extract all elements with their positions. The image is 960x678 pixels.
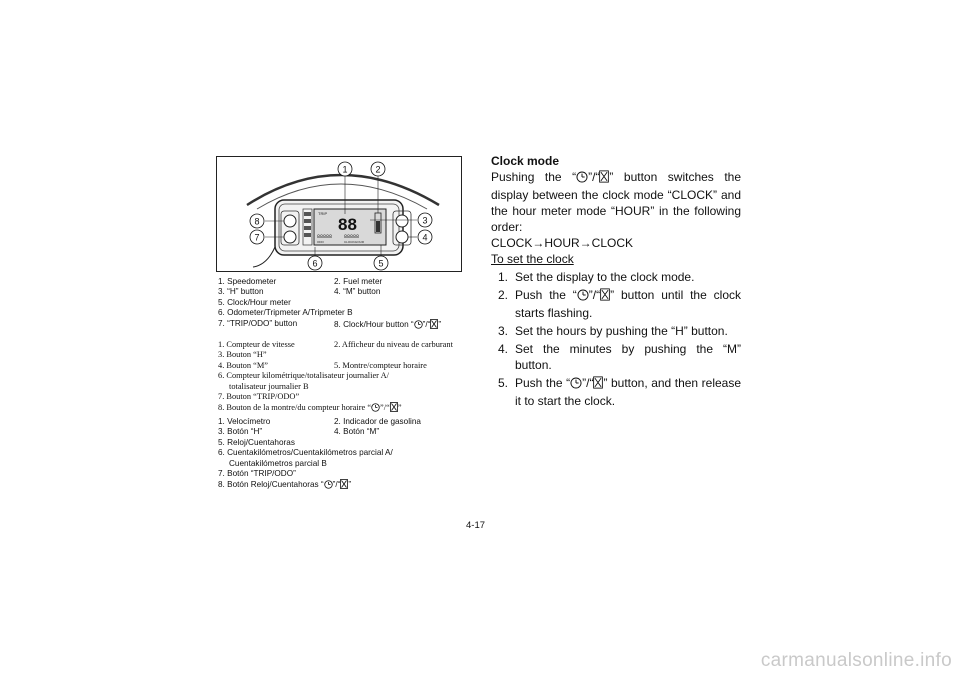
legend-item: 2. Afficheur du niveau de carburant	[334, 340, 453, 349]
callout-6: 6	[312, 258, 318, 269]
legend-item: 7. Botón “TRIP/ODO”	[218, 469, 296, 479]
legend-item: Cuentakilómetros parcial B	[229, 458, 327, 468]
legend-item-clock-button: 8. Bouton de la montre/du compteur horaire “ ”/“ ”	[218, 402, 480, 415]
list-item: 3. Set the hours by pushing the “H” button.	[498, 324, 728, 338]
legend-item: 3. Bouton “H”	[218, 350, 267, 360]
legend-item: 3. Botón “H”	[218, 427, 263, 437]
intro-paragraph: Pushing the “ ”/“ ” button switches the display between the clock mode “CLOCK” and the hour meter mode “HOUR” in the following order:	[491, 170, 741, 234]
watermark: carmanualsonline.info	[760, 650, 952, 671]
legend-item: totalisateur journalier B	[229, 381, 309, 391]
legend-item: 3. “H” button	[218, 287, 264, 297]
legend-item: 6. Compteur kilométrique/totalisateur journalier A/	[218, 371, 389, 381]
clock-icon	[576, 171, 588, 187]
callout-7: 7	[254, 232, 260, 243]
legend-item-clock-button: 8. Clock/Hour button “ ”/“ ”	[334, 319, 441, 332]
callout-8: 8	[254, 216, 260, 227]
hourglass-icon	[390, 402, 398, 415]
list-item: 2. Push the “ ”/“ ” button until the clock starts flashing.	[498, 288, 741, 320]
legend-item: 6. Odometer/Tripmeter A/Tripmeter B	[218, 308, 353, 318]
callout-5: 5	[378, 258, 384, 269]
lcd-odo-digits: 88888	[317, 234, 333, 240]
legend-item: 7. Bouton “TRIP/ODO”	[218, 392, 300, 402]
legend-item: 4. “M” button	[334, 287, 381, 297]
legend-item: 7. “TRIP/ODO” button	[218, 318, 298, 328]
clock-icon	[414, 320, 423, 332]
hourglass-icon	[593, 376, 603, 393]
list-item: 4. Set the minutes by pushing the “M” button.	[498, 342, 741, 372]
legend-item: 5. Reloj/Cuentahoras	[218, 437, 295, 447]
legend-item: 5. Clock/Hour meter	[218, 297, 291, 307]
hourglass-icon	[600, 288, 610, 305]
legend-spanish	[218, 417, 480, 493]
clock-icon	[577, 289, 589, 305]
legend-english	[218, 277, 480, 332]
subheading: To set the clock	[491, 252, 574, 266]
callout-1: 1	[342, 164, 348, 175]
legend-french	[218, 340, 480, 416]
lcd-clock-digits: 88888	[344, 234, 360, 240]
callout-4: 4	[422, 232, 428, 243]
callout-3: 3	[422, 215, 428, 226]
clock-icon	[371, 403, 380, 415]
legend-item: 1. Compteur de vitesse	[218, 340, 295, 349]
speed-readout: 88	[338, 215, 357, 234]
legend-item: 1. Velocímetro	[218, 417, 271, 426]
meter-illustration	[217, 157, 462, 272]
legend-item: 4. Bouton “M”	[218, 360, 269, 370]
legend-item: 4. Botón “M”	[334, 427, 380, 437]
lcd-odo-label: ODO	[317, 240, 324, 244]
steps-list	[491, 269, 741, 409]
legend-item: 1. Speedometer	[218, 277, 277, 286]
page-number: 4-17	[466, 520, 486, 531]
section-heading: Clock mode	[491, 154, 560, 168]
legend-item: 2. Indicador de gasolina	[334, 417, 421, 426]
clock-mode-section	[491, 153, 741, 411]
hourglass-icon	[599, 170, 609, 187]
clock-icon	[570, 377, 582, 393]
lcd-label: TRIP	[318, 211, 328, 216]
list-item: 1. Set the display to the clock mode.	[498, 270, 695, 284]
legend-item-clock-button: 8. Botón Reloj/Cuentahoras “ ”/“ ”	[218, 479, 480, 492]
clock-icon	[324, 480, 333, 492]
legend-item: 6. Cuentakilómetros/Cuentakilómetros parcial A/	[218, 448, 393, 458]
mode-order: CLOCK→HOUR→CLOCK	[491, 236, 634, 250]
legend-item: 2. Fuel meter	[334, 277, 383, 286]
legend-item: 5. Montre/compteur horaire	[334, 360, 427, 370]
list-item: 5. Push the “ ”/“ ” button, and then release it to start the clock.	[498, 376, 742, 408]
instrument-figure	[216, 156, 462, 272]
lcd-clock-label: CLOCK/HOUR	[344, 240, 365, 244]
callout-2: 2	[375, 164, 381, 175]
